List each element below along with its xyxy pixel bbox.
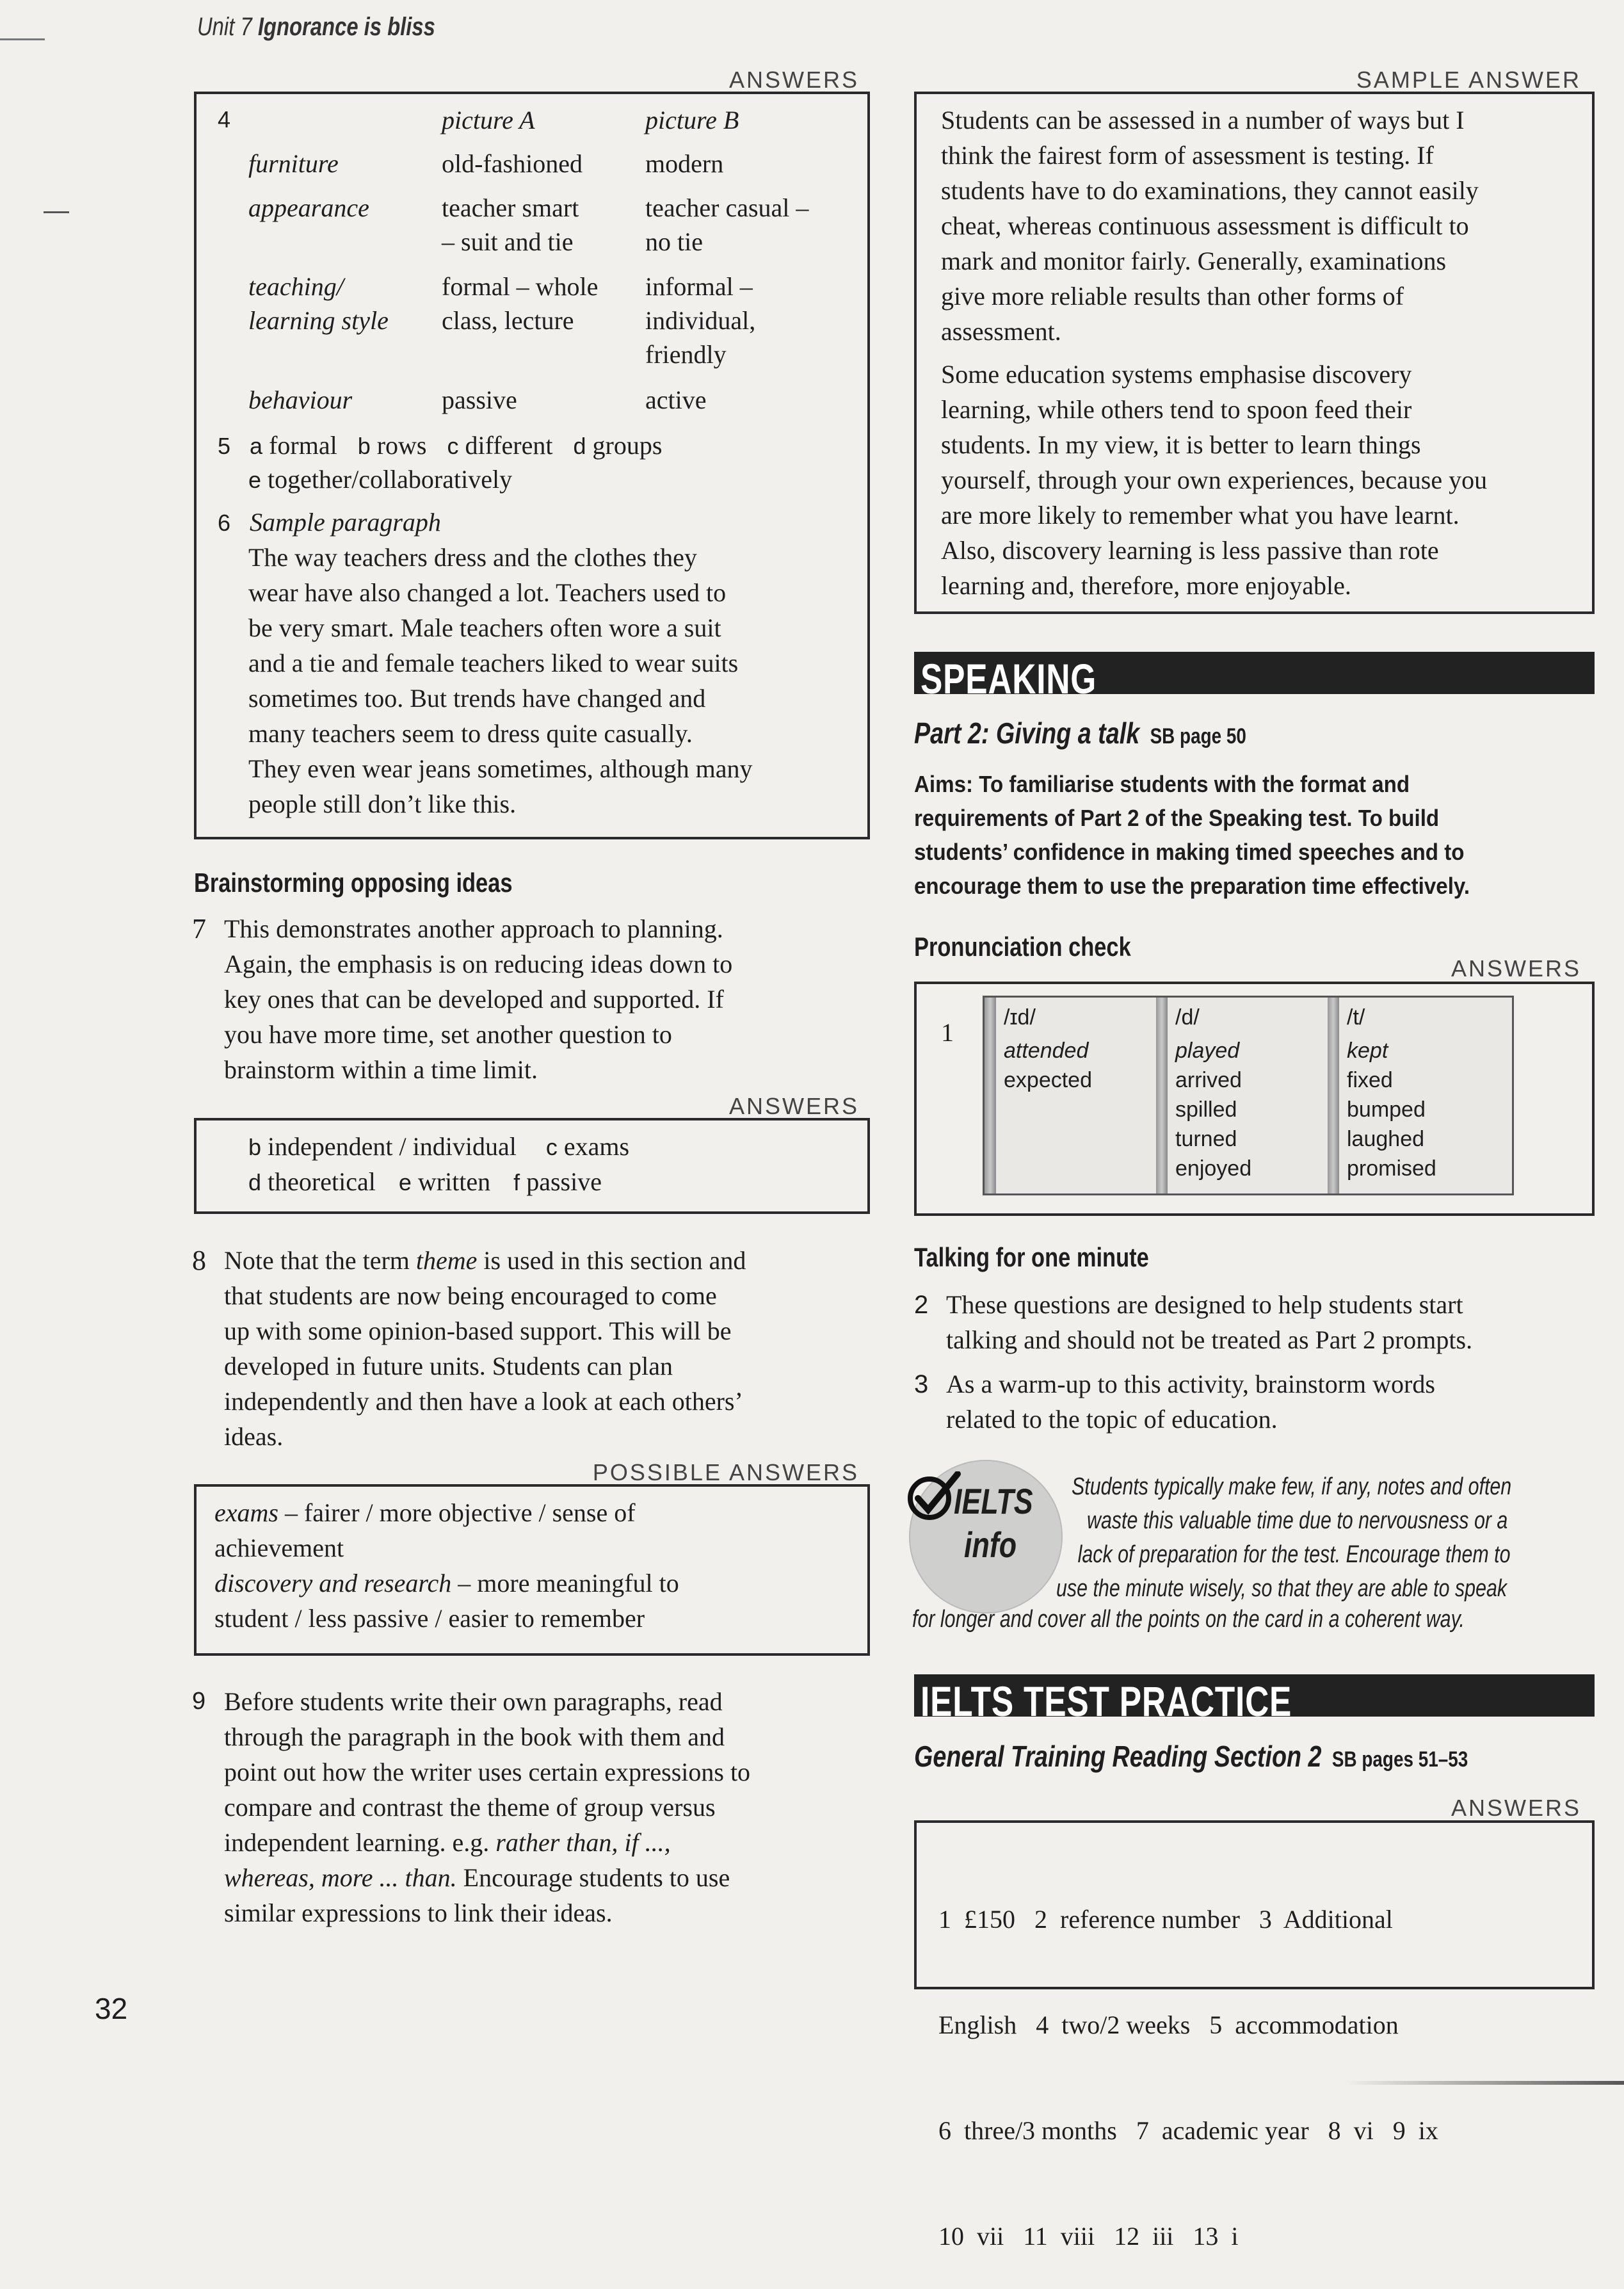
q6-line: wear have also changed a lot. Teachers used to <box>248 578 727 607</box>
q4-head-b: picture B <box>645 106 739 134</box>
answers-label: ANSWERS <box>728 1093 859 1119</box>
pron-table <box>983 996 1514 1195</box>
pron-word: arrived <box>1175 1068 1242 1092</box>
q5-line-2 <box>248 462 512 497</box>
box2-line-1 <box>248 1129 629 1165</box>
pron-word: played <box>1175 1039 1240 1063</box>
part2-ref: SB page 50 <box>1150 724 1246 748</box>
q3-number: 3 <box>914 1370 929 1398</box>
sample-line: cheat, whereas continuous assessment is difficult to <box>941 211 1469 240</box>
q5-answer: different <box>465 431 553 460</box>
q4-head-a: picture A <box>442 106 535 134</box>
pron-separator <box>1328 998 1339 1193</box>
q4-cell: teacher casual – <box>645 193 809 222</box>
practice-bar-title: IELTS TEST PRACTICE <box>921 1678 1292 1725</box>
ielts-info-last-line: for longer and cover all the points on the card in a coherent way. <box>912 1606 1465 1633</box>
running-header <box>197 13 435 42</box>
pron-col-head: /ɪd/ <box>1004 1005 1036 1030</box>
q4-cell: class, lecture <box>442 306 574 335</box>
q5-letter: c <box>447 433 459 459</box>
gt-line: 1 £150 2 reference number 3 Additional <box>938 1905 1393 1934</box>
sample-line: assessment. <box>941 317 1061 346</box>
box2-answer: exams <box>563 1132 630 1161</box>
pron-word: promised <box>1347 1156 1436 1181</box>
practice-section-bar <box>914 1674 1595 1725</box>
q2-number: 2 <box>914 1291 929 1319</box>
q4-label-furniture: furniture <box>248 149 339 178</box>
gt-line: 6 three/3 months 7 academic year 8 vi 9 ix <box>938 2116 1438 2145</box>
q4-cell: passive <box>442 385 517 414</box>
q9-text: independent learning. e.g. <box>224 1828 496 1857</box>
q9-number: 9 <box>192 1688 206 1715</box>
sample-line: Students can be assessed in a number of ways but I <box>941 106 1465 134</box>
q6-line: many teachers seem to dress quite casually. <box>248 719 693 748</box>
pron-word: fixed <box>1347 1068 1393 1092</box>
aims-line: encourage them to use the preparation time effectively. <box>914 873 1470 899</box>
pron-word: bumped <box>1347 1097 1426 1122</box>
q9-line: similar expressions to link their ideas. <box>224 1898 613 1927</box>
aims-line: students’ confidence in making timed speeches and to <box>914 839 1465 865</box>
sample-line: are more likely to remember what you have learnt. <box>941 501 1459 530</box>
q2-line: These questions are designed to help students start <box>946 1290 1463 1319</box>
box2-letter: e <box>398 1169 412 1195</box>
sample-line: think the fairest form of assessment is testing. If <box>941 141 1434 170</box>
q5-answer: formal <box>269 431 337 460</box>
pron-separator <box>1156 998 1168 1193</box>
q4-label-learning-style: learning style <box>248 306 389 335</box>
q9-line <box>224 1860 750 1895</box>
q4-cell: formal – whole <box>442 272 599 301</box>
q9-line: point out how the writer uses certain expressions to <box>224 1758 751 1786</box>
q7-line: This demonstrates another approach to planning. <box>224 914 723 943</box>
page-number: 32 <box>95 1992 128 2025</box>
aims-line: requirements of Part 2 of the Speaking test. To build <box>914 805 1440 831</box>
sample-answer-label: SAMPLE ANSWER <box>1356 67 1581 93</box>
answers-label: ANSWERS <box>728 67 859 93</box>
sample-line: mark and monitor fairly. Generally, examinations <box>941 247 1447 275</box>
margin-mark <box>44 211 69 213</box>
q5-answer: groups <box>592 431 663 460</box>
unit-label: Unit 7 <box>197 13 252 41</box>
q8-number: 8 <box>192 1245 206 1276</box>
gt-title: General Training Reading Section 2 <box>914 1740 1322 1773</box>
gt-heading <box>914 1739 1468 1774</box>
q3-paragraph <box>946 1366 1435 1437</box>
box3-line <box>214 1565 679 1601</box>
box3-text: – more meaningful to <box>451 1569 679 1597</box>
sample-line: learning and, therefore, more enjoyable. <box>941 571 1351 600</box>
q7-line: Again, the emphasis is on reducing ideas down to <box>224 950 733 978</box>
q9-emphasis: rather than, if ..., <box>495 1828 671 1857</box>
q6-line: people still don’t like this. <box>248 789 517 818</box>
q4-label-teaching: teaching/ <box>248 272 344 301</box>
ielts-info-line: lack of preparation for the test. Encourage them to <box>1077 1541 1511 1568</box>
q6-line: be very smart. Male teachers often wore a suit <box>248 613 721 642</box>
ielts-info-badge <box>909 1460 1063 1614</box>
possible-answers-label: POSSIBLE ANSWERS <box>592 1459 859 1485</box>
q4-cell: informal – <box>645 272 753 301</box>
pron-word: turned <box>1175 1127 1237 1151</box>
part2-heading <box>914 716 1246 750</box>
pron-word: expected <box>1004 1068 1092 1092</box>
pron-column-d <box>1168 998 1328 1193</box>
aims-line: Aims: To familiarise students with the format and <box>914 771 1410 797</box>
pron-number: 1 <box>941 1018 954 1047</box>
q4-cell: old-fashioned <box>442 149 583 178</box>
q3-line: related to the topic of education. <box>946 1405 1278 1434</box>
q5-letter: b <box>357 433 371 459</box>
box2-answer: independent / individual <box>268 1132 517 1161</box>
q4-label-behaviour: behaviour <box>248 385 353 414</box>
margin-mark <box>0 38 45 40</box>
q9-line <box>224 1825 750 1860</box>
q6-title-text: Sample paragraph <box>250 508 441 537</box>
q8-text: Note that the term <box>224 1246 416 1275</box>
q5-letter: e <box>248 467 262 493</box>
box2-letter: d <box>248 1169 262 1195</box>
q5-letter: d <box>573 433 586 459</box>
q9-line: Before students write their own paragraphs, read <box>224 1687 723 1716</box>
q6-paragraph <box>248 540 753 821</box>
sample-line: students have to do examinations, they cannot easily <box>941 176 1479 205</box>
aims-text <box>914 767 1470 903</box>
sample-line: learning, while others tend to spoon feed their <box>941 395 1412 424</box>
box3-line <box>214 1495 679 1530</box>
q7-number: 7 <box>192 913 206 944</box>
q2-line: talking and should not be treated as Part 2 prompts. <box>946 1325 1473 1354</box>
q8-text: is used in this section and <box>477 1246 746 1275</box>
speaking-bar-title: SPEAKING <box>921 655 1097 702</box>
box2-answer: written <box>417 1167 491 1196</box>
box2-letter: b <box>248 1134 262 1160</box>
pron-col-head: /t/ <box>1347 1005 1365 1030</box>
q3-line: As a warm-up to this activity, brainstorm words <box>946 1370 1435 1398</box>
pron-column-t <box>1339 998 1512 1193</box>
gt-answers-label: ANSWERS <box>1451 1795 1581 1821</box>
pron-word: spilled <box>1175 1097 1237 1122</box>
q8-line: independently and then have a look at each others’ <box>224 1387 743 1416</box>
q5-answer: rows <box>376 431 427 460</box>
q5-number: 5 <box>218 433 231 459</box>
q4-cell: teacher smart <box>442 193 579 222</box>
q6-line: and a tie and female teachers liked to wear suits <box>248 649 739 677</box>
pron-column-id <box>996 998 1156 1193</box>
gt-line: English 4 two/2 weeks 5 accommodation <box>938 2010 1399 2039</box>
q4-cell: individual, <box>645 306 756 335</box>
ielts-info-line: Students typically make few, if any, notes and often <box>1072 1473 1512 1500</box>
ielts-badge-top: IELTS <box>954 1481 1033 1521</box>
q6-number: 6 <box>218 510 231 536</box>
q4-cell: friendly <box>645 340 727 369</box>
q7-line: brainstorm within a time limit. <box>224 1055 538 1084</box>
box2-letter: c <box>545 1134 558 1160</box>
box2-answer: passive <box>526 1167 602 1196</box>
box3-line: student / less passive / easier to remember <box>214 1604 645 1633</box>
speaking-section-bar <box>914 652 1595 702</box>
q8-line: developed in future units. Students can plan <box>224 1352 673 1380</box>
q8-line <box>224 1243 746 1278</box>
box2-line-2 <box>248 1164 602 1200</box>
box3-text: – fairer / more objective / sense of <box>278 1498 636 1527</box>
ielts-info-text <box>1056 1470 1511 1606</box>
part2-title: Part 2: Giving a talk <box>914 716 1140 750</box>
q9-line: through the paragraph in the book with them and <box>224 1722 725 1751</box>
box3-line: achievement <box>214 1533 344 1562</box>
sample-line: students. In my view, it is better to learn things <box>941 430 1421 459</box>
sample-line: Also, discovery learning is less passive than rote <box>941 536 1439 565</box>
sample-answer-text <box>941 102 1487 603</box>
q6-line: sometimes too. But trends have changed and <box>248 684 706 713</box>
bottom-scan-mark <box>1344 2081 1624 2085</box>
box3-term: exams <box>214 1498 278 1527</box>
q5-line-1 <box>218 428 662 464</box>
ielts-badge-bottom: info <box>964 1525 1017 1565</box>
q4-cell: active <box>645 385 707 414</box>
sample-line: Some education systems emphasise discovery <box>941 360 1412 389</box>
pron-answers-label: ANSWERS <box>1451 955 1581 982</box>
gt-ref: SB pages 51–53 <box>1331 1747 1468 1772</box>
box2-answer: theoretical <box>268 1167 376 1196</box>
gt-line: 10 vii 11 viii 12 iii 13 i <box>938 2222 1239 2251</box>
q9-line: compare and contrast the theme of group versus <box>224 1793 716 1822</box>
q9-paragraph <box>224 1684 750 1930</box>
sample-line: give more reliable results than other forms of <box>941 282 1404 311</box>
ielts-info-line: waste this valuable time due to nervousness or a <box>1087 1507 1508 1534</box>
q6-line: The way teachers dress and the clothes they <box>248 543 697 572</box>
q4-number: 4 <box>218 106 231 133</box>
q6-title <box>218 505 441 540</box>
pron-separator <box>985 998 996 1193</box>
talking-heading: Talking for one minute <box>914 1242 1149 1272</box>
unit-title: Ignorance is bliss <box>257 13 435 41</box>
pron-word: kept <box>1347 1039 1388 1063</box>
q5-letter: a <box>250 433 263 459</box>
pron-word: attended <box>1004 1039 1089 1063</box>
q2-paragraph <box>946 1287 1472 1357</box>
q5-answer: together/collaboratively <box>268 465 513 494</box>
q7-line: key ones that can be developed and supported. If <box>224 985 724 1014</box>
q4-cell: no tie <box>645 227 703 256</box>
pronunciation-heading: Pronunciation check <box>914 932 1131 962</box>
sample-line: yourself, through your own experiences, because you <box>941 465 1488 494</box>
box3-term: discovery and research <box>214 1569 452 1597</box>
pron-word: laughed <box>1347 1127 1425 1151</box>
gt-answers <box>938 1831 1438 2289</box>
q4-cell: – suit and tie <box>442 227 574 256</box>
q8-emphasis: theme <box>415 1246 478 1275</box>
q6-line: They even wear jeans sometimes, although many <box>248 754 753 783</box>
q7-paragraph <box>224 911 732 1087</box>
q8-paragraph <box>224 1243 746 1454</box>
pron-col-head: /d/ <box>1175 1005 1200 1030</box>
box3-content <box>214 1495 679 1636</box>
q8-line: that students are now being encouraged to come <box>224 1281 717 1310</box>
pron-word: enjoyed <box>1175 1156 1252 1181</box>
q9-text: Encourage students to use <box>456 1863 730 1892</box>
q8-line: ideas. <box>224 1422 284 1451</box>
ielts-info-line: use the minute wisely, so that they are able to speak <box>1056 1575 1507 1602</box>
q9-emphasis: whereas, more ... than. <box>224 1863 457 1892</box>
box2-letter: f <box>513 1169 520 1195</box>
q8-line: up with some opinion-based support. This will be <box>224 1316 732 1345</box>
q4-label-appearance: appearance <box>248 193 369 222</box>
q7-line: you have more time, set another question to <box>224 1020 672 1049</box>
brainstorm-heading: Brainstorming opposing ideas <box>194 868 513 898</box>
checkmark-icon <box>904 1471 961 1523</box>
q4-cell: modern <box>645 149 724 178</box>
